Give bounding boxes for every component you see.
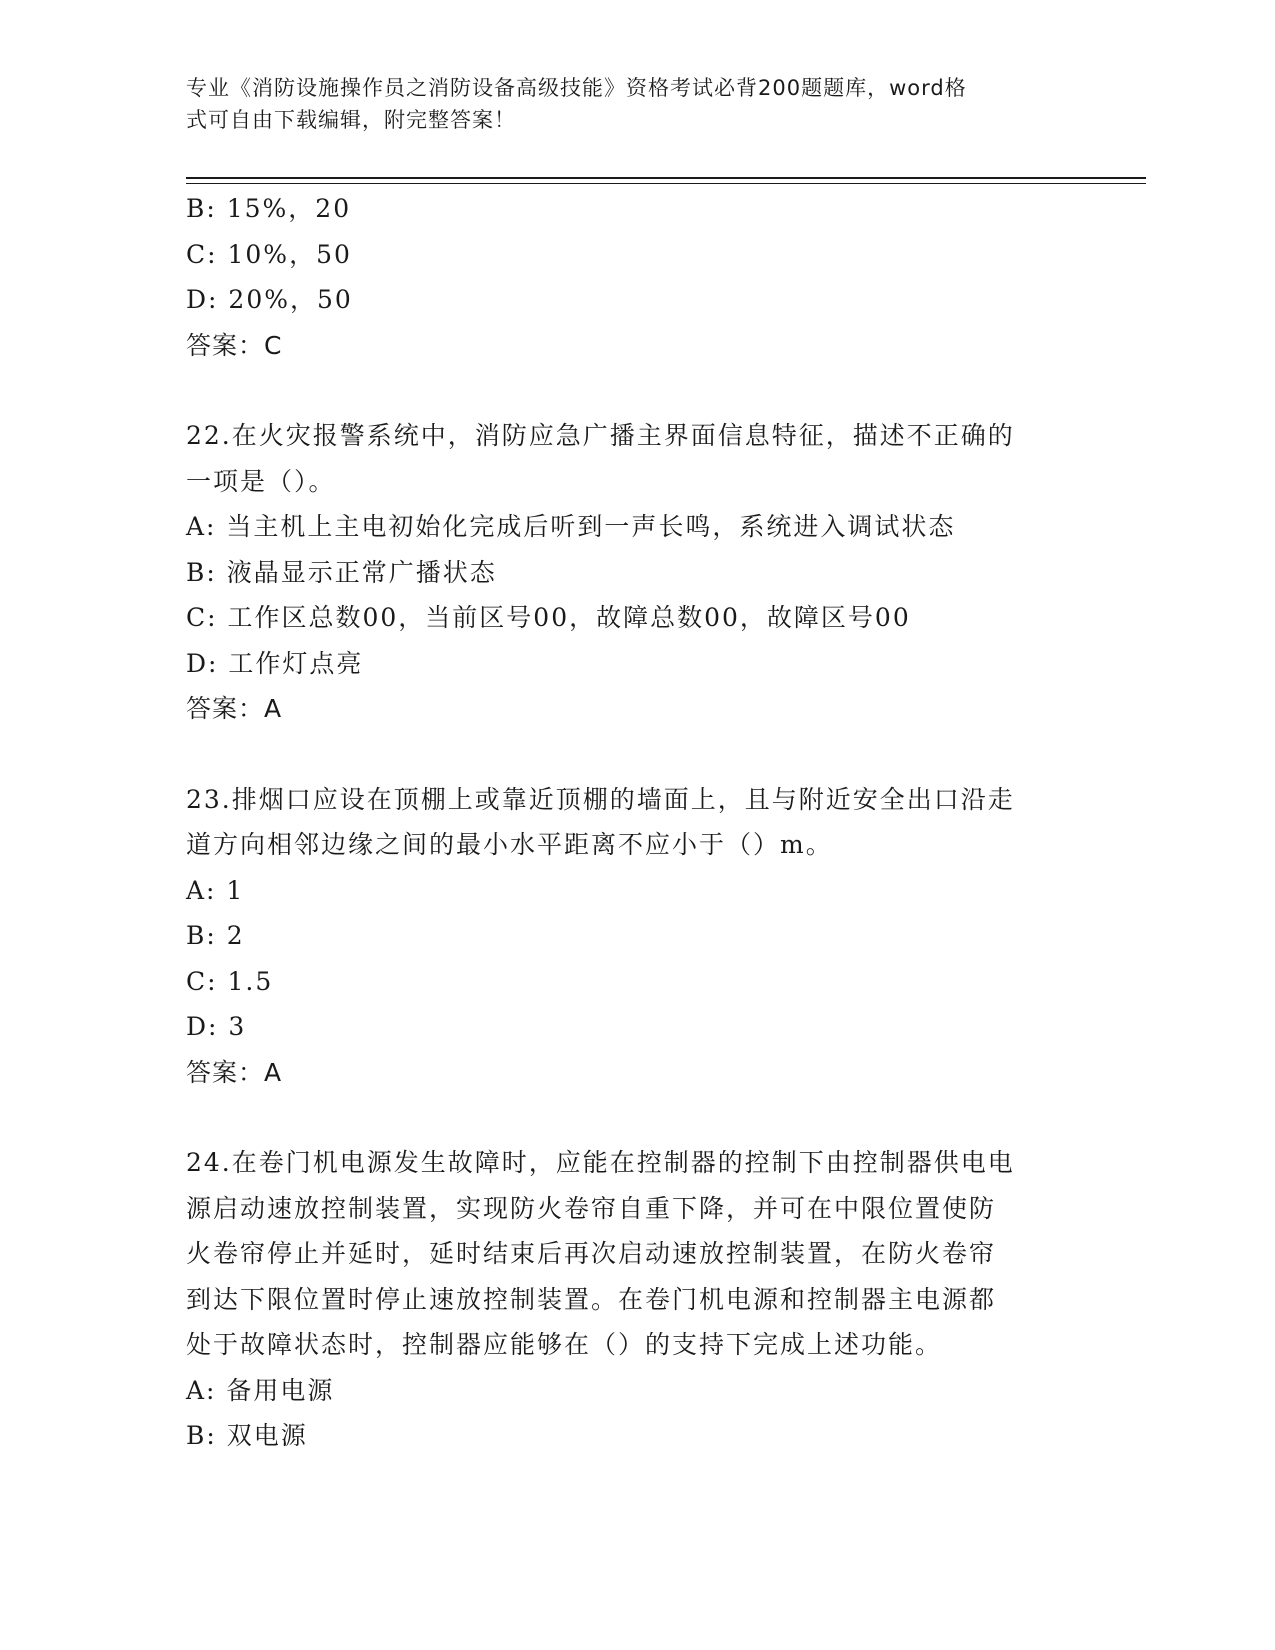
q21-answer: 答案：C bbox=[186, 330, 283, 360]
question-spacer bbox=[186, 368, 1086, 413]
question-content bbox=[186, 186, 1086, 1459]
q23-stem-line-1: 23.排烟口应设在顶棚上或靠近顶棚的墙面上，且与附近安全出口沿走 bbox=[186, 784, 1015, 814]
question-22 bbox=[186, 413, 1086, 732]
q23-stem-line-2: 道方向相邻边缘之间的最小水平距离不应小于（）m。 bbox=[186, 830, 833, 859]
q24-stem-line-4: 到达下限位置时停止速放控制装置。在卷门机电源和控制器主电源都 bbox=[186, 1284, 997, 1314]
question-21-tail bbox=[186, 186, 1086, 368]
question-spacer bbox=[186, 1095, 1086, 1140]
header-divider-thin bbox=[186, 183, 1146, 184]
header-title-line-1: 专业《消防设施操作员之消防设备高级技能》资格考试必背200题题库，word格 bbox=[186, 76, 967, 100]
q24-option-a: A: 备用电源 bbox=[186, 1375, 335, 1405]
question-spacer bbox=[186, 732, 1086, 777]
q22-answer: 答案：A bbox=[186, 694, 283, 723]
page-header bbox=[186, 72, 1066, 136]
q22-stem-line-2: 一项是（）。 bbox=[186, 466, 336, 496]
q23-option-d: D: 3 bbox=[186, 1012, 247, 1041]
question-23 bbox=[186, 777, 1086, 1096]
q22-option-d: D: 工作灯点亮 bbox=[186, 648, 364, 678]
q23-option-c: C: 1.5 bbox=[186, 966, 274, 996]
q21-option-b: B: 15%，20 bbox=[186, 194, 352, 223]
q24-stem-line-2: 源启动速放控制装置，实现防火卷帘自重下降，并可在中限位置使防 bbox=[186, 1193, 997, 1223]
header-title-line-2: 式可自由下载编辑，附完整答案！ bbox=[186, 108, 516, 132]
q21-option-d: D: 20%，50 bbox=[186, 285, 353, 314]
q23-answer: 答案：A bbox=[186, 1057, 283, 1087]
q23-option-b: B: 2 bbox=[186, 921, 245, 950]
q24-stem-line-5: 处于故障状态时，控制器应能够在（）的支持下完成上述功能。 bbox=[186, 1330, 943, 1359]
q22-option-a: A: 当主机上主电初始化完成后听到一声长鸣，系统进入调试状态 bbox=[186, 512, 956, 541]
q24-stem-line-1: 24.在卷门机电源发生故障时，应能在控制器的控制下由控制器供电电 bbox=[186, 1148, 1015, 1177]
q24-stem-line-3: 火卷帘停止并延时，延时结束后再次启动速放控制装置，在防火卷帘 bbox=[186, 1239, 997, 1268]
q23-option-a: A: 1 bbox=[186, 875, 245, 905]
question-24 bbox=[186, 1140, 1086, 1459]
q22-option-c: C: 工作区总数00，当前区号00，故障总数00，故障区号00 bbox=[186, 603, 911, 632]
q21-option-c: C: 10%，50 bbox=[186, 239, 352, 269]
q24-option-b: B: 双电源 bbox=[186, 1421, 308, 1450]
header-divider-thick bbox=[186, 177, 1146, 179]
q22-stem-line-1: 22.在火灾报警系统中，消防应急广播主界面信息特征，描述不正确的 bbox=[186, 421, 1015, 450]
q22-option-b: B: 液晶显示正常广播状态 bbox=[186, 557, 497, 587]
